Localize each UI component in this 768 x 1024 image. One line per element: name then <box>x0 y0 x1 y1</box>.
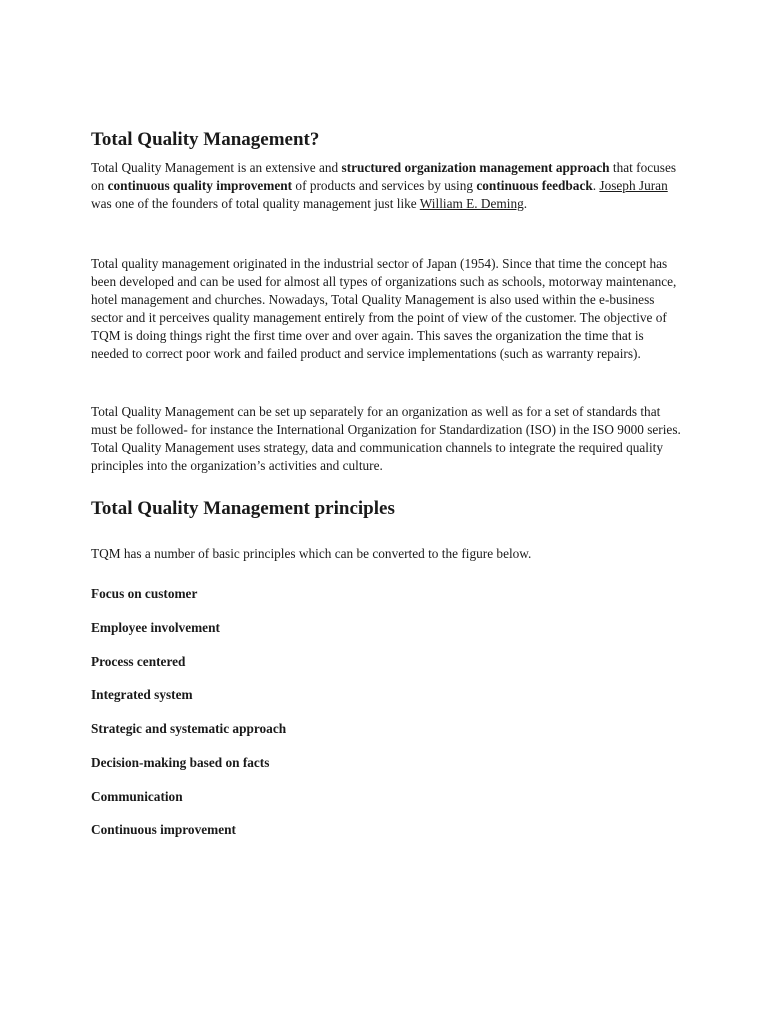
intro-text-2: that focuses on <box>91 160 677 193</box>
principle-item: Focus on customer <box>91 586 198 601</box>
principle-item: Integrated system <box>91 687 193 702</box>
page-title: Total Quality Management? <box>91 129 320 150</box>
intro-text-5: was one of the founders of total quality management just like <box>91 196 420 211</box>
intro-text-4: . <box>592 178 600 193</box>
intro-paragraph <box>91 159 681 213</box>
principle-item: Strategic and systematic approach <box>91 721 287 736</box>
history-paragraph: Total quality management originated in the industrial sector of Japan (1954). Since that time the concept has been developed and can be used for almost all types of organizations such as schools, motorway maintenance, hotel management and churches. Nowadays, Total Quality Management is also used within the e-business sector and it perceives quality management entirely from the point of view of the customer. The objective of TQM is doing things right the first time over and over again. This saves the organization the time that is needed to correct poor work and failed product and service implementations (such as warranty repairs). <box>91 256 677 361</box>
principles-heading: Total Quality Management principles <box>91 498 395 519</box>
principle-item: Process centered <box>91 654 186 669</box>
intro-text-1: Total Quality Management is an extensive and <box>91 160 342 175</box>
intro-bold-1: structured organization management approach <box>341 160 610 175</box>
principles-intro: TQM has a number of basic principles which can be converted to the figure below. <box>91 546 532 561</box>
intro-bold-2: continuous quality improvement <box>107 178 293 193</box>
link-william-deming[interactable]: William E. Deming <box>419 196 524 211</box>
intro-text-6: . <box>523 196 528 211</box>
principle-item: Decision-making based on facts <box>91 755 270 770</box>
principle-item: Communication <box>91 789 183 804</box>
principle-item: Continuous improvement <box>91 822 236 837</box>
intro-bold-3: continuous feedback <box>476 178 593 193</box>
intro-text-3: of products and services by using <box>292 178 477 193</box>
principle-item: Employee involvement <box>91 620 220 635</box>
link-joseph-juran[interactable]: Joseph Juran <box>599 178 668 193</box>
standards-paragraph: Total Quality Management can be set up separately for an organization as well as for a set of standards that must be followed- for instance the International Organization for Standardization (ISO) in the ISO 9000 series. Total Quality Management uses strategy, data and communication channels to integrate the required quality principles into the organization’s activities and culture. <box>91 404 681 473</box>
